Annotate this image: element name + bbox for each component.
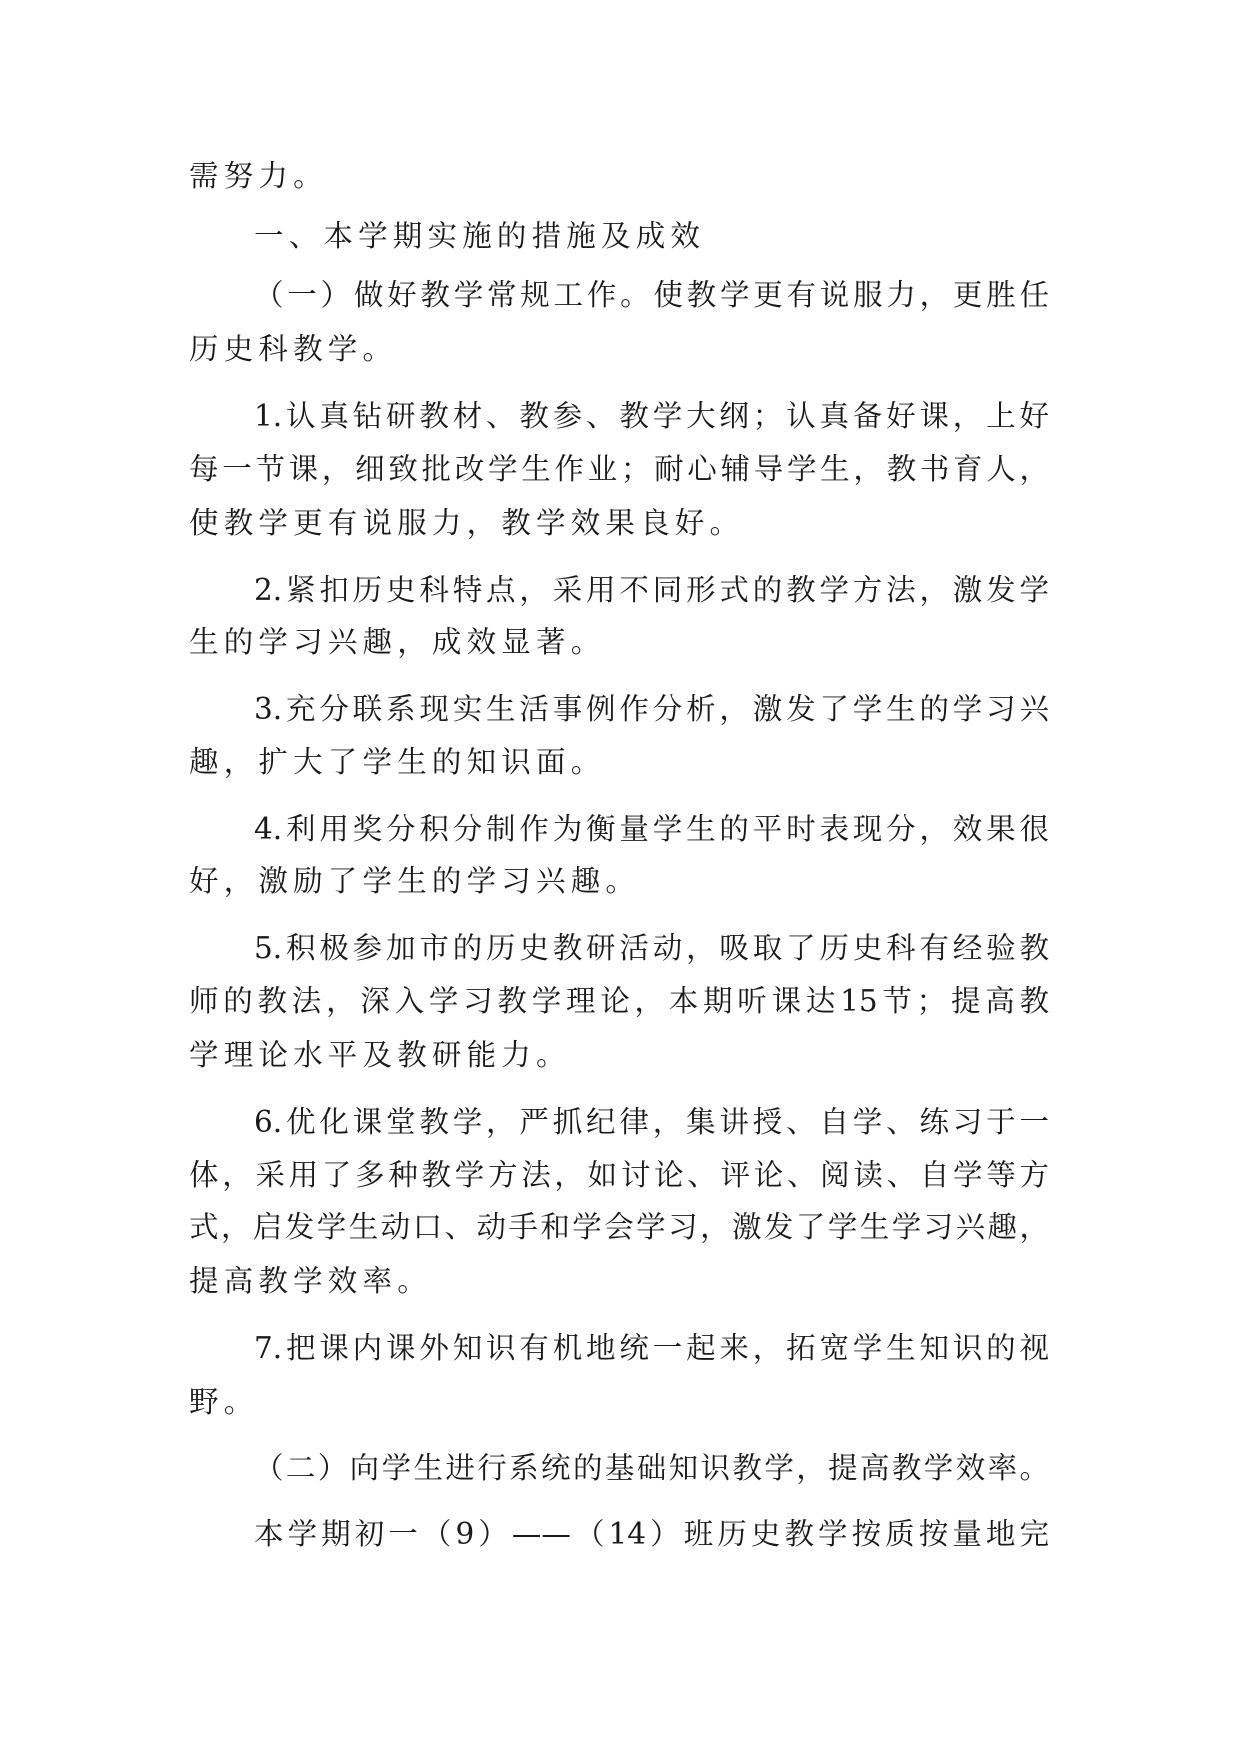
text-line: 师的教法，深入学习教学理论，本期听课达15节；提高教 xyxy=(189,984,1049,1018)
text-line: 需努力。 xyxy=(189,159,328,193)
text-line: 提高教学效率。 xyxy=(189,1264,432,1298)
text-line: 本学期初一（9）——（14）班历史教学按质按量地完 xyxy=(254,1517,1049,1551)
text-line: 生的学习兴趣，成效显著。 xyxy=(189,625,606,659)
subsection-heading: （一）做好教学常规工作。使教学更有说服力，更胜任 xyxy=(254,278,1049,312)
text-line: 体，采用了多种教学方法，如讨论、评论、阅读、自学等方 xyxy=(189,1158,1049,1192)
text-line: 式，启发学生动口、动手和学会学习，激发了学生学习兴趣， xyxy=(189,1210,1049,1244)
text-line: 学理论水平及教研能力。 xyxy=(189,1038,571,1072)
text-line: 使教学更有说服力，教学效果良好。 xyxy=(189,506,745,540)
section-heading: 一、本学期实施的措施及成效 xyxy=(254,219,706,253)
list-item: 7.把课内课外知识有机地统一起来，拓宽学生知识的视 xyxy=(254,1331,1049,1365)
text-line: 历史科教学。 xyxy=(189,332,398,366)
text-line: 每一节课，细致批改学生作业；耐心辅导学生，教书育人， xyxy=(189,452,1049,486)
list-item: 6.优化课堂教学，严抓纪律，集讲授、自学、练习于一 xyxy=(254,1105,1049,1139)
list-item: 4.利用奖分积分制作为衡量学生的平时表现分，效果很 xyxy=(254,812,1049,846)
subsection-heading: （二）向学生进行系统的基础知识教学，提高教学效率。 xyxy=(254,1451,1049,1485)
list-item: 1.认真钻研教材、教参、教学大纲；认真备好课，上好 xyxy=(254,399,1049,433)
list-item: 5.积极参加市的历史教研活动，吸取了历史科有经验教 xyxy=(254,931,1049,965)
list-item: 2.紧扣历史科特点，采用不同形式的教学方法，激发学 xyxy=(254,573,1049,607)
text-line: 趣，扩大了学生的知识面。 xyxy=(189,745,606,779)
text-line: 野。 xyxy=(189,1385,259,1419)
list-item: 3.充分联系现实生活事例作分析，激发了学生的学习兴 xyxy=(254,692,1049,726)
text-line: 好，激励了学生的学习兴趣。 xyxy=(189,864,641,898)
